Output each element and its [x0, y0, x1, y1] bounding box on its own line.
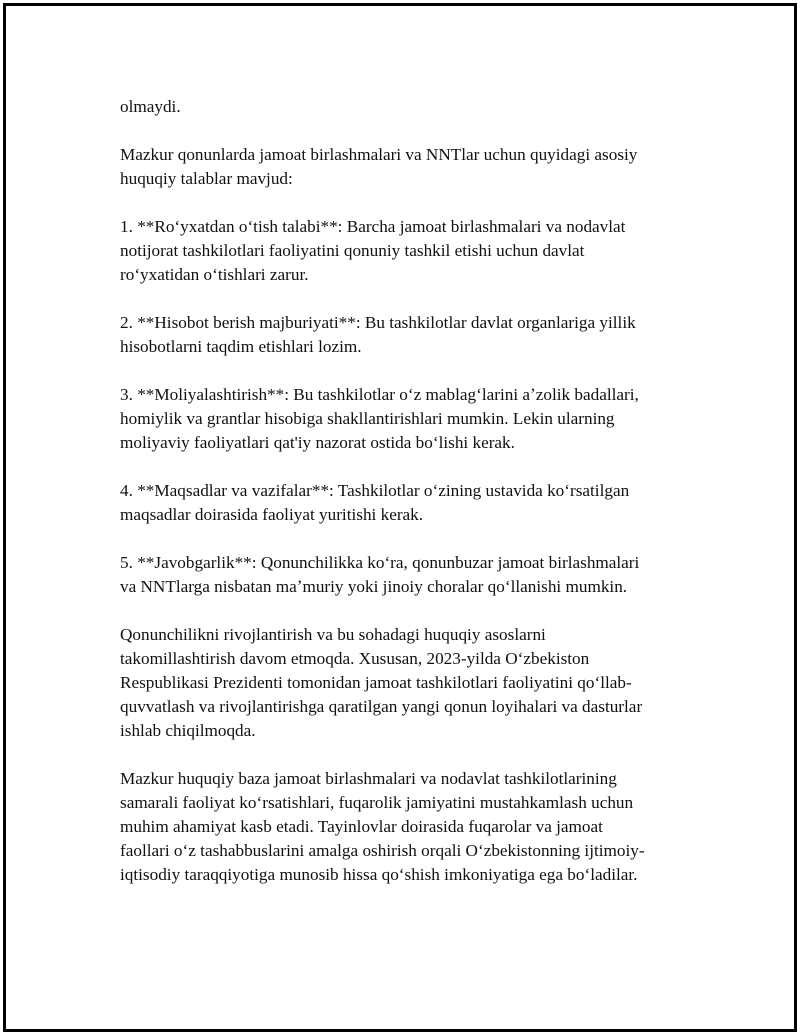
text-line: faollari oʻz tashabbuslarini amalga oshirish orqali Oʻzbekistonning ijtimoiy-	[120, 841, 645, 860]
text-line: iqtisodiy taraqqiyotiga munosib hissa qoʻshish imkoniyatiga ega boʻladilar.	[120, 865, 638, 884]
list-item-registration	[120, 215, 700, 287]
paragraph-continuation	[120, 95, 700, 119]
paragraph-intro	[120, 143, 700, 191]
list-item-goals	[120, 479, 700, 527]
text-line: 1. **Roʻyxatdan oʻtish talabi**: Barcha jamoat birlashmalari va nodavlat	[120, 217, 626, 236]
text-line: Mazkur huquqiy baza jamoat birlashmalari va nodavlat tashkilotlarining	[120, 769, 617, 788]
text-line: takomillashtirish davom etmoqda. Xususan, 2023-yilda Oʻzbekiston	[120, 649, 590, 668]
text-line: 5. **Javobgarlik**: Qonunchilikka koʻra, qonunbuzar jamoat birlashmalari	[120, 553, 640, 572]
text-line: roʻyxatidan oʻtishlari zarur.	[120, 265, 309, 284]
text-line: Qonunchilikni rivojlantirish va bu sohadagi huquqiy asoslarni	[120, 625, 546, 644]
text-line: 4. **Maqsadlar va vazifalar**: Tashkilotlar oʻzining ustavida koʻrsatilgan	[120, 481, 630, 500]
text-line: samarali faoliyat koʻrsatishlari, fuqarolik jamiyatini mustahkamlash uchun	[120, 793, 634, 812]
text-line: Mazkur qonunlarda jamoat birlashmalari va NNTlar uchun quyidagi asosiy	[120, 145, 638, 164]
paragraph-development	[120, 623, 700, 743]
text-line: quvvatlash va rivojlantirishga qaratilgan yangi qonun loyihalari va dasturlar	[120, 697, 643, 716]
text-line: muhim ahamiyat kasb etadi. Tayinlovlar doirasida fuqarolar va jamoat	[120, 817, 603, 836]
paragraph-conclusion	[120, 767, 700, 887]
text-line: Respublikasi Prezidenti tomonidan jamoat tashkilotlari faoliyatini qoʻllab-	[120, 673, 632, 692]
text-line: 3. **Moliyalashtirish**: Bu tashkilotlar oʻz mablagʻlarini aʼzolik badallari,	[120, 385, 639, 404]
text-line: olmaydi.	[120, 97, 181, 116]
text-line: maqsadlar doirasida faoliyat yuritishi kerak.	[120, 505, 424, 524]
list-item-reporting	[120, 311, 700, 359]
text-line: moliyaviy faoliyatlari qat'iy nazorat ostida boʻlishi kerak.	[120, 433, 515, 452]
text-line: hisobotlarni taqdim etishlari lozim.	[120, 337, 362, 356]
text-line: ishlab chiqilmoqda.	[120, 721, 256, 740]
text-line: huquqiy talablar mavjud:	[120, 169, 293, 188]
text-line: va NNTlarga nisbatan maʼmuriy yoki jinoiy choralar qoʻllanishi mumkin.	[120, 577, 628, 596]
document-page	[3, 3, 797, 1032]
list-item-liability	[120, 551, 700, 599]
text-line: 2. **Hisobot berish majburiyati**: Bu tashkilotlar davlat organlariga yillik	[120, 313, 636, 332]
document-body	[120, 95, 700, 911]
text-line: notijorat tashkilotlari faoliyatini qonuniy tashkil etishi uchun davlat	[120, 241, 585, 260]
list-item-financing	[120, 383, 700, 455]
text-line: homiylik va grantlar hisobiga shakllantirishlari mumkin. Lekin ularning	[120, 409, 615, 428]
